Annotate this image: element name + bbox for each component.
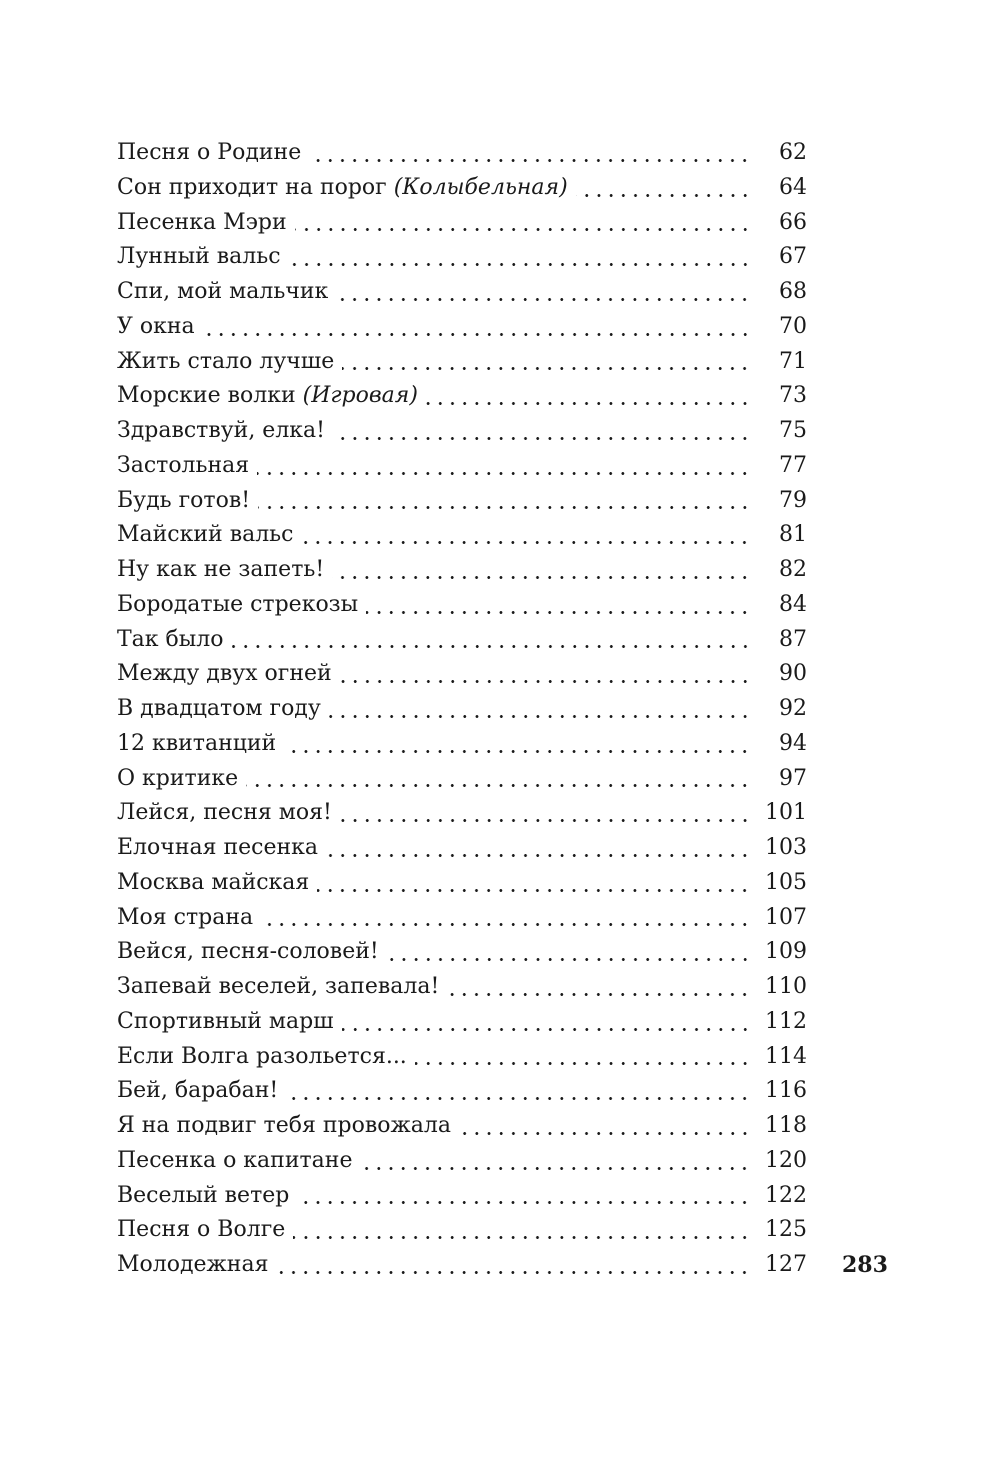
toc-entry-page: 84 [779,591,807,617]
toc-entry-title [117,831,318,866]
dot-leader [309,159,751,162]
toc-entry-title [117,1213,285,1248]
table-of-contents [117,136,807,1283]
toc-entry-title-text: Сон приходит на порог [117,174,387,200]
dot-leader [459,1132,751,1135]
toc-entry-title-text: Песня о Волге [117,1217,286,1243]
dot-leader [360,1167,751,1170]
dot-leader [340,819,751,822]
dot-leader [284,750,751,753]
toc-entry-note: (Игровая) [302,383,418,409]
toc-entry-title-text: В двадцатом году [117,696,321,721]
toc-entry-title [117,414,325,449]
toc-entry [117,1074,807,1109]
toc-entry-page: 64 [779,174,807,200]
toc-entry-title-text: Елочная песенка [117,835,319,860]
toc-entry [117,762,807,797]
toc-entry [117,1179,807,1214]
toc-entry-title [117,449,249,484]
toc-entry-title-text: Ну как не запеть! [117,557,325,582]
toc-entry-title [117,484,250,519]
toc-entry-page: 114 [765,1043,807,1069]
toc-entry-page: 68 [779,279,807,304]
toc-entry-title-text: Веселый ветер [117,1182,290,1208]
dot-leader [342,367,751,370]
toc-entry-title-text: Вейся, песня-соловей! [117,939,379,965]
toc-entry-title [117,379,418,414]
toc-entry-title-text: Песня о Родине [117,140,302,165]
toc-entry-title-text: У окна [117,313,195,339]
page-number: 283 [842,1252,888,1278]
dot-leader [333,437,751,440]
toc-entry-title-text: Лейся, песня моя! [117,800,332,826]
toc-entry [117,796,807,831]
toc-entry [117,136,807,171]
toc-entry-title-text: Застольная [117,452,250,478]
toc-entry-page: 112 [765,1008,807,1034]
toc-entry [117,345,807,380]
toc-entry-page: 110 [765,974,807,999]
dot-leader [426,402,751,405]
toc-entry-title [117,1040,407,1075]
toc-entry [117,240,807,275]
toc-entry [117,449,807,484]
toc-entry-page: 73 [779,383,807,409]
toc-entry-title [117,623,224,658]
toc-entry-page: 125 [765,1217,807,1243]
toc-entry-title [117,553,324,588]
toc-entry-page: 67 [779,244,807,270]
toc-entry [117,623,807,658]
toc-entry [117,206,807,241]
dot-leader [232,645,751,648]
toc-entry-title-text: Жить стало лучше [117,348,335,374]
dot-leader [261,923,751,926]
dot-leader [293,1236,751,1239]
toc-entry [117,310,807,345]
dot-leader [286,1097,751,1100]
toc-entry [117,901,807,936]
dot-leader [317,889,751,892]
toc-entry-title-text: Запевай веселей, запевала! [117,974,440,999]
toc-entry [117,831,807,866]
toc-entry-title-text: Спи, мой мальчик [117,279,329,304]
dot-leader [336,298,751,301]
toc-entry-title [117,762,238,797]
toc-entry-page: 105 [765,869,807,895]
toc-entry-title [117,1005,334,1040]
toc-entry-title [117,240,281,275]
toc-entry [117,1005,807,1040]
toc-entry-page: 66 [779,209,807,235]
toc-entry-title [117,206,287,241]
toc-entry-page: 77 [779,452,807,478]
dot-leader [257,472,751,475]
toc-entry-page: 92 [779,696,807,721]
toc-entry-title [117,727,276,762]
toc-entry-title-text: Бородатые стрекозы [117,591,359,617]
toc-entry-title [117,657,332,692]
toc-entry-page: 118 [765,1113,807,1138]
toc-entry-note: (Колыбельная) [393,174,568,200]
toc-entry [117,866,807,901]
toc-entry-title [117,692,321,727]
toc-entry-page: 127 [765,1252,807,1277]
toc-entry-title [117,275,328,310]
dot-leader [447,993,751,996]
toc-entry-title-text: Песенка Мэри [117,209,287,235]
toc-entry-title [117,866,309,901]
toc-entry-page: 62 [779,140,807,165]
toc-entry-title [117,935,379,970]
toc-entry-title-text: О критике [117,765,239,791]
toc-entry-title [117,901,253,936]
toc-entry [117,518,807,553]
toc-entry-page: 71 [779,348,807,374]
toc-entry-page: 101 [765,800,807,826]
toc-entry [117,553,807,588]
toc-entry-page: 97 [779,765,807,791]
dot-leader [326,854,751,857]
toc-entry-title [117,588,358,623]
toc-entry [117,1144,807,1179]
toc-entry [117,727,807,762]
toc-entry [117,692,807,727]
toc-entry-title [117,1248,268,1283]
toc-entry-page: 79 [779,487,807,513]
toc-entry-title [117,518,293,553]
toc-entry-page: 107 [765,904,807,930]
toc-entry-title-text: Если Волга разольется... [117,1043,407,1069]
toc-entry [117,1109,807,1144]
dot-leader [295,228,751,231]
dot-leader [203,333,751,336]
toc-entry [117,970,807,1005]
dot-leader [297,1201,751,1204]
toc-entry [117,1248,807,1283]
toc-entry-page: 75 [779,418,807,443]
toc-entry-title-text: Здравствуй, елка! [117,418,326,443]
toc-entry [117,414,807,449]
toc-entry-title [117,171,568,206]
toc-entry [117,379,807,414]
toc-entry-title-text: Между двух огней [117,661,332,687]
toc-entry-title-text: 12 квитанций [117,730,277,756]
toc-entry-page: 94 [779,730,807,756]
toc-entry-title-text: Песенка о капитане [117,1147,353,1173]
toc-entry-title-text: Так было [117,626,224,652]
toc-entry [117,588,807,623]
toc-entry-title-text: Моя страна [117,904,254,930]
dot-leader [258,506,751,509]
toc-entry-page: 122 [765,1182,807,1208]
dot-leader [332,576,751,579]
toc-entry-title [117,796,332,831]
dot-leader [415,1062,751,1065]
toc-entry [117,657,807,692]
dot-leader [366,611,751,614]
toc-entry [117,1040,807,1075]
toc-entry-title [117,1144,352,1179]
toc-entry-title [117,1074,278,1109]
toc-entry-title [117,345,334,380]
toc-entry-title [117,136,301,171]
dot-leader [576,194,751,197]
toc-entry [117,1213,807,1248]
toc-entry-title-text: Бей, барабан! [117,1078,279,1104]
toc-entry-page: 81 [779,522,807,548]
toc-entry-page: 109 [765,939,807,965]
toc-entry [117,275,807,310]
toc-entry-page: 82 [779,557,807,582]
dot-leader [340,680,751,683]
dot-leader [289,263,751,266]
toc-entry-page: 103 [765,835,807,860]
toc-entry-page: 87 [779,626,807,652]
dot-leader [301,541,751,544]
toc-entry-page: 120 [765,1147,807,1173]
toc-entry-title [117,1109,451,1144]
toc-entry-title [117,310,195,345]
toc-entry-page: 70 [779,313,807,339]
toc-entry-title-text: Майский вальс [117,522,294,548]
dot-leader [387,958,751,961]
toc-entry-title-text: Спортивный марш [117,1008,334,1034]
toc-entry [117,484,807,519]
toc-entry-title-text: Я на подвиг тебя провожала [117,1113,451,1138]
toc-entry-title-text: Будь готов! [117,487,251,513]
toc-entry-page: 90 [779,661,807,687]
toc-entry [117,171,807,206]
toc-entry-title [117,1179,289,1214]
toc-entry-page: 116 [765,1078,807,1104]
dot-leader [276,1271,751,1274]
dot-leader [246,784,751,787]
toc-entry-title-text: Молодежная [117,1252,269,1277]
dot-leader [342,1028,751,1031]
toc-entry-title-text: Москва майская [117,869,310,895]
toc-entry-title [117,970,439,1005]
toc-entry-title-text: Морские волки [117,383,296,409]
toc-entry [117,935,807,970]
dot-leader [329,715,751,718]
toc-entry-title-text: Лунный вальс [117,244,281,270]
